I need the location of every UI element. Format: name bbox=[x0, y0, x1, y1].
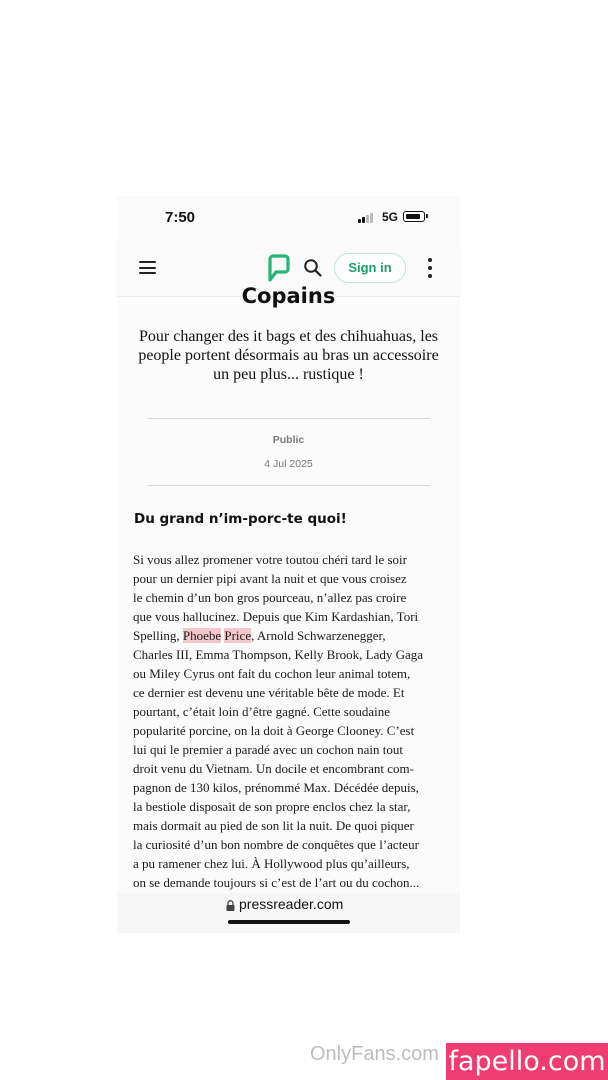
body-line: ou Miley Cyrus ont fait du cochon leur animal totem, bbox=[133, 666, 411, 681]
fapello-watermark: fapello.com bbox=[446, 1043, 608, 1080]
body-line-highlighted: Spelling, Phoebe Price, Arnold Schwarzenegger, bbox=[133, 628, 386, 643]
highlighted-name: Phoebe bbox=[182, 628, 222, 643]
body-line: pourtant, c’était loin d’être gagné. Cette soudaine bbox=[133, 704, 391, 719]
divider bbox=[147, 485, 430, 486]
pressreader-logo-icon[interactable] bbox=[267, 254, 291, 282]
menu-icon[interactable] bbox=[139, 261, 156, 274]
article-category: Public bbox=[272, 434, 305, 446]
article-headline: Copains bbox=[241, 284, 336, 308]
section-title: Du grand n’im-porc-te quoi! bbox=[134, 511, 347, 527]
sign-in-button[interactable]: Sign in bbox=[334, 253, 406, 283]
highlighted-name: Price bbox=[224, 628, 252, 643]
article-subtitle: Pour changer des it bags et des chihuahuas, les people portent désormais au bras un accessoire un peu plus... rustique ! bbox=[138, 328, 439, 383]
body-line: que vous hallucinez. Depuis que Kim Kardashian, Tori bbox=[133, 609, 419, 624]
body-line: popularité porcine, on la doit à George Clooney. C’est bbox=[133, 723, 415, 738]
article-date: 4 Jul 2025 bbox=[264, 458, 313, 470]
body-line: on se demande toujours si c’est de l’art ou du cochon... bbox=[133, 875, 420, 890]
home-indicator[interactable] bbox=[228, 920, 350, 924]
more-vertical-icon[interactable] bbox=[425, 257, 435, 279]
body-line: lui qui le premier a paradé avec un cochon nain tout bbox=[133, 742, 404, 757]
onlyfans-watermark: OnlyFans.com bbox=[310, 1043, 439, 1065]
status-bar bbox=[117, 196, 460, 240]
body-line: la bestiole disposait de son propre enclos chez la star, bbox=[133, 799, 411, 814]
url-text[interactable]: pressreader.com bbox=[239, 896, 344, 912]
browser-url-bar[interactable] bbox=[117, 893, 460, 933]
search-icon[interactable] bbox=[303, 258, 323, 278]
body-line: la curiosité d’un bon nombre de conquêtes que l’acteur bbox=[133, 837, 419, 852]
signal-icon bbox=[358, 212, 374, 223]
body-line: le chemin d’un bon gros pourceau, n’allez pas croire bbox=[133, 590, 407, 605]
divider bbox=[147, 418, 430, 419]
body-line: ce dernier est devenu une véritable bête de mode. Et bbox=[133, 685, 405, 700]
body-line: Si vous allez promener votre toutou chéri tard le soir bbox=[133, 552, 408, 567]
status-time: 7:50 bbox=[165, 209, 196, 226]
lock-icon bbox=[226, 900, 235, 911]
article-body bbox=[133, 550, 448, 892]
body-line: pour un dernier pipi avant la nuit et que vous croisez bbox=[133, 571, 407, 586]
body-line: mais dormait au pied de son lit la nuit. De quoi piquer bbox=[133, 818, 414, 833]
body-line: pagnon de 130 kilos, prénommé Max. Décédée depuis, bbox=[133, 780, 419, 795]
body-line: a pu ramener chez lui. À Hollywood plus qu’ailleurs, bbox=[133, 856, 410, 871]
phone-screen bbox=[117, 196, 460, 933]
body-line: droit venu du Vietnam. Un docile et encombrant com- bbox=[133, 761, 414, 776]
article-content[interactable] bbox=[117, 284, 460, 893]
network-label: 5G bbox=[382, 210, 399, 224]
battery-icon bbox=[403, 211, 425, 222]
body-line: Charles III, Emma Thompson, Kelly Brook, Lady Gaga bbox=[133, 647, 424, 662]
